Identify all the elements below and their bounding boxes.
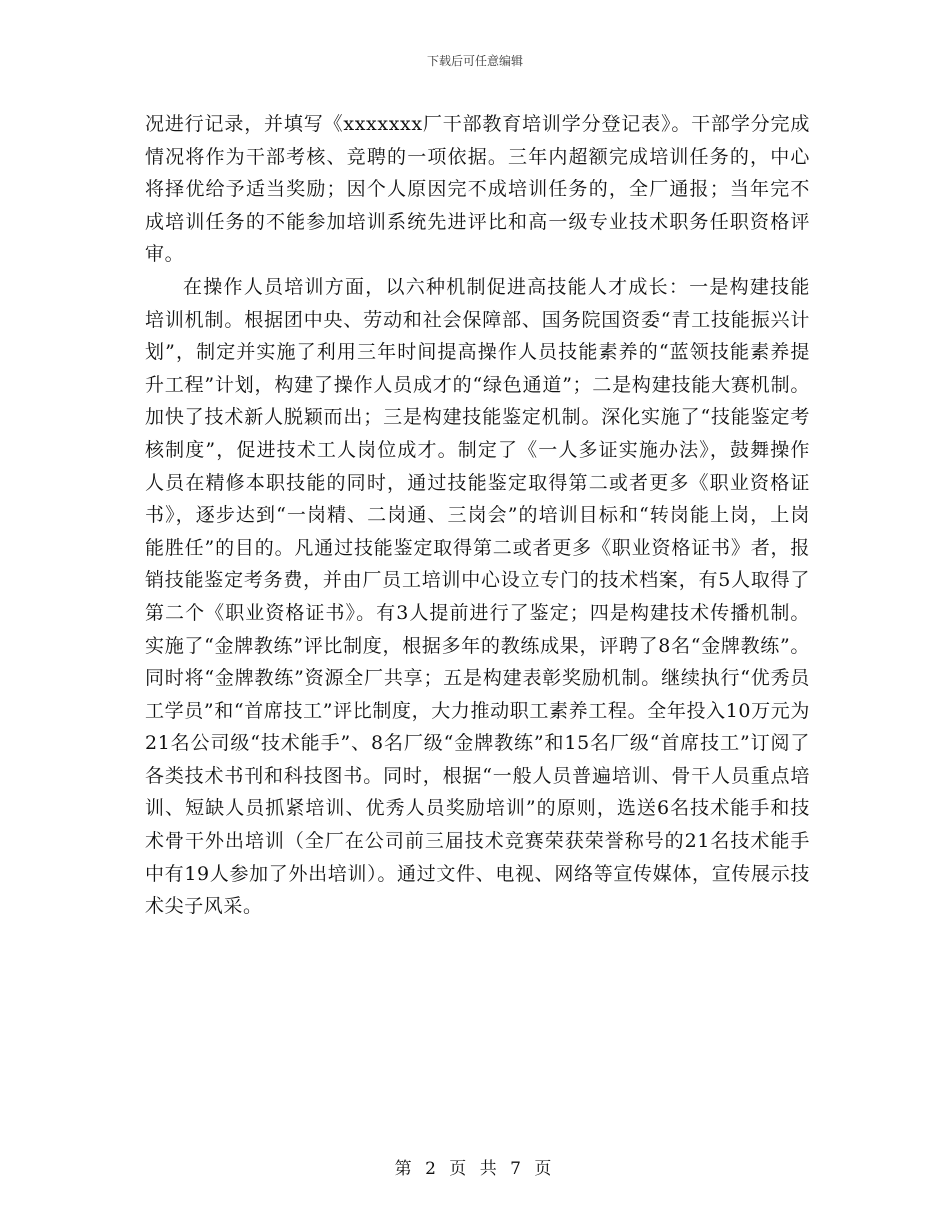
paragraph-continuation: 况进行记录，并填写《xxxxxxx厂干部教育培训学分登记表》。干部学分完成情况将作为干部考核、竞聘的一项依据。三年内超额完成培训任务的，中心将择优给予适当奖励；因个人原因完不成培训任务的，全厂通报；当年完不成培训任务的不能参加培训系统先进评比和高一级专业技术职务任职资格评审。	[145, 113, 810, 266]
document-body	[145, 108, 810, 923]
paragraph-operator-training: 在操作人员培训方面，以六种机制促进高技能人才成长：一是构建技能培训机制。根据团中央、劳动和社会保障部、国务院国资委“青工技能振兴计划”，制定并实施了利用三年时间提高操作人员技能素养的“蓝领技能素养提升工程”计划，构建了操作人员成才的“绿色通道”；二是构建技能大赛机制。加快了技术新人脱颖而出；三是构建技能鉴定机制。深化实施了“技能鉴定考核制度”，促进技术工人岗位成才。制定了《一人多证实施办法》，鼓舞操作人员在精修本职技能的同时，通过技能鉴定取得第二或者更多《职业资格证书》，逐步达到“一岗精、二岗通、三岗会”的培训目标和“转岗能上岗，上岗能胜任”的目的。凡通过技能鉴定取得第二或者更多《职业资格证书》者，报销技能鉴定考务费，并由厂员工培训中心设立专门的技术档案，有5人取得了第二个《职业资格证书》。有3人提前进行了鉴定；四是构建技术传播机制。实施了“金牌教练”评比制度，根据多年的教练成果，评聘了8名“金牌教练”。同时将“金牌教练”资源全厂共享；五是构建表彰奖励机制。继续执行“优秀员工学员”和“首席技工”评比制度，大力推动职工素养工程。全年投入10万元为21名公司级“技术能手”、8名厂级“金牌教练”和15名厂级“首席技工”订阅了各类技术书刊和科技图书。同时，根据“一般人员普遍培训、骨干人员重点培训、短缺人员抓紧培训、优秀人员奖励培训”的原则，选送6名技术能手和技术骨干外出培训（全厂在公司前三届技术竞赛荣获荣誉称号的21名技术能手中有19人参加了外出培训）。通过文件、电视、网络等宣传媒体，宣传展示技术尖子风采。	[145, 275, 810, 918]
page-header: 下载后可任意编辑	[426, 54, 523, 68]
page-footer: 第 2 页 共 7 页	[394, 1159, 556, 1179]
